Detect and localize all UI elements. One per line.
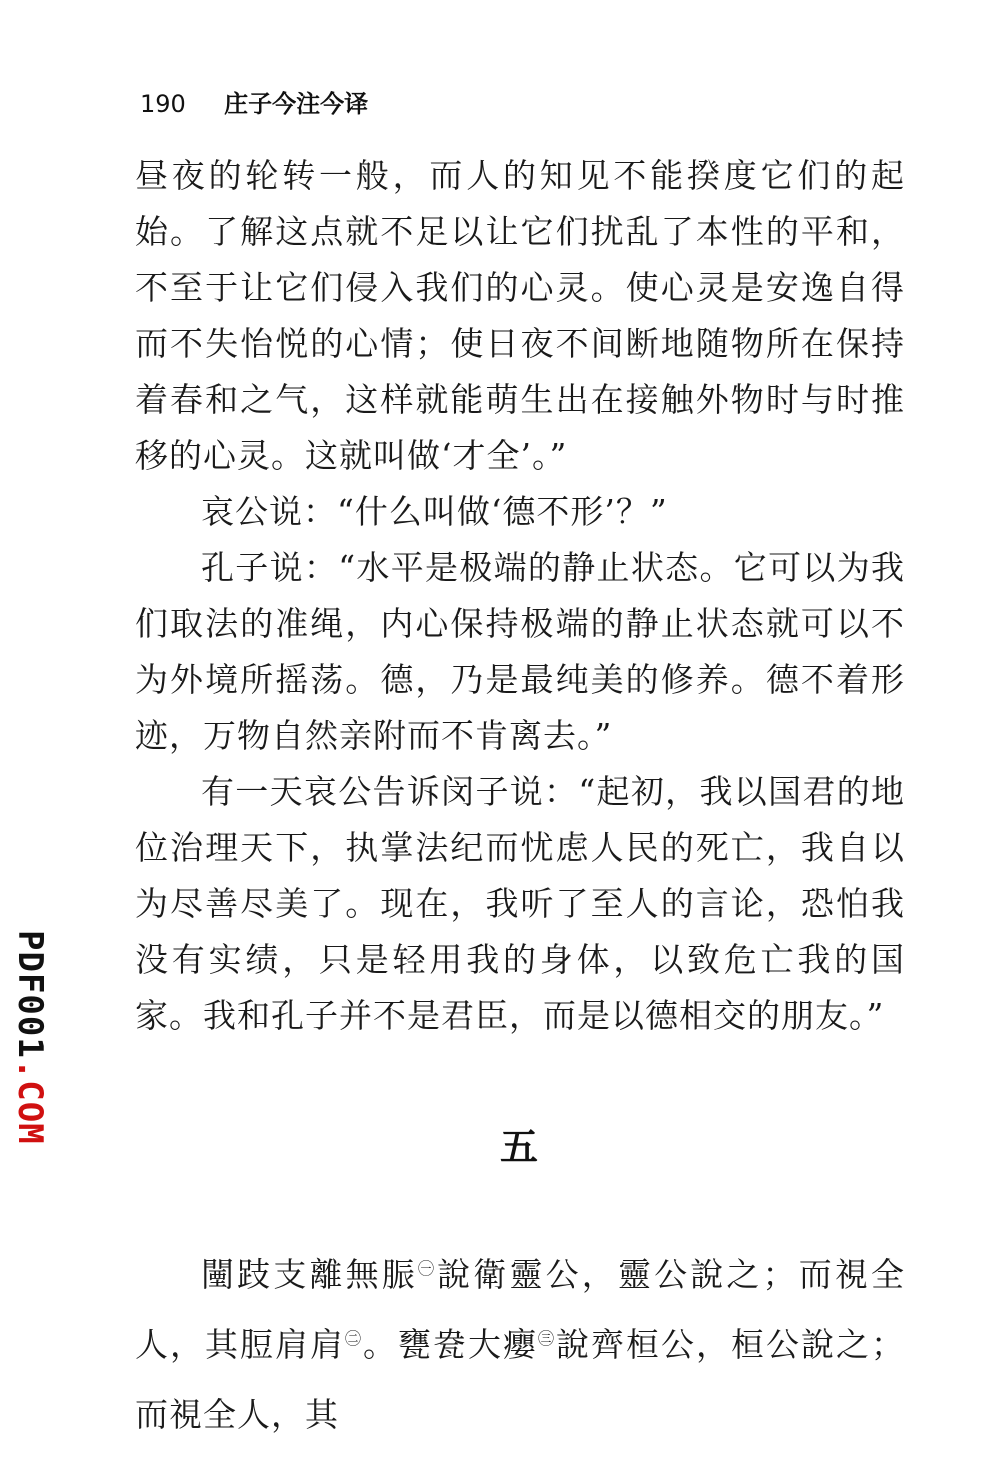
footnote-marker: ㊁ — [345, 1329, 363, 1348]
paragraph: 有一天哀公告诉闵子说：“起初，我以国君的地位治理天下，执掌法纪而忧虑人民的死亡，我自以为尽善尽美了。现在，我听了至人的言论，恐怕我没有实绩，只是轻用我的身体，以致危亡我的国家。我和孔子并不是君臣，而是以德相交的朋友。” — [135, 772, 905, 1035]
book-title: 庄子今注今译 — [224, 90, 369, 118]
running-header — [140, 84, 368, 119]
watermark-suffix: .COM — [10, 1058, 50, 1145]
watermark — [10, 930, 50, 1145]
classic-segment: 闉跂支離無脤 — [201, 1255, 418, 1294]
paragraph: 孔子说：“水平是极端的静止状态。它可以为我们取法的准绳，内心保持极端的静止状态就可以不为外境所摇荡。德，乃是最纯美的修养。德不着形迹，万物自然亲附而不肯离去。” — [135, 548, 905, 755]
classic-segment: 說衛靈公，靈公說之；而視全人，其脰肩肩 — [135, 1255, 906, 1364]
watermark-prefix: PDF001 — [10, 930, 50, 1059]
paragraph: 昼夜的轮转一般，而人的知见不能揆度它们的起始。了解这点就不足以让它们扰乱了本性的平和，不至于让它们侵入我们的心灵。使心灵是安逸自得而不失怡悦的心情；使日夜不间断地随物所在保持着春和之气，这样就能萌生出在接触外物时与时推移的心灵。这就叫做‘才全’。” — [135, 156, 905, 475]
classic-text — [135, 1240, 905, 1450]
footnote-marker: ㊀ — [417, 1259, 438, 1278]
translation-text — [135, 148, 905, 1044]
classic-segment: 。甕㼜大癭 — [363, 1325, 538, 1364]
page-number: 190 — [140, 90, 186, 118]
classic-paragraph — [135, 1240, 905, 1450]
classic-segment: 說齊桓公，桓公說之；而視全人，其 — [135, 1325, 905, 1434]
paragraph: 哀公说：“什么叫做‘德不形’？” — [201, 492, 668, 531]
section-title: 五 — [500, 1124, 539, 1169]
footnote-marker: ㊂ — [538, 1329, 556, 1348]
